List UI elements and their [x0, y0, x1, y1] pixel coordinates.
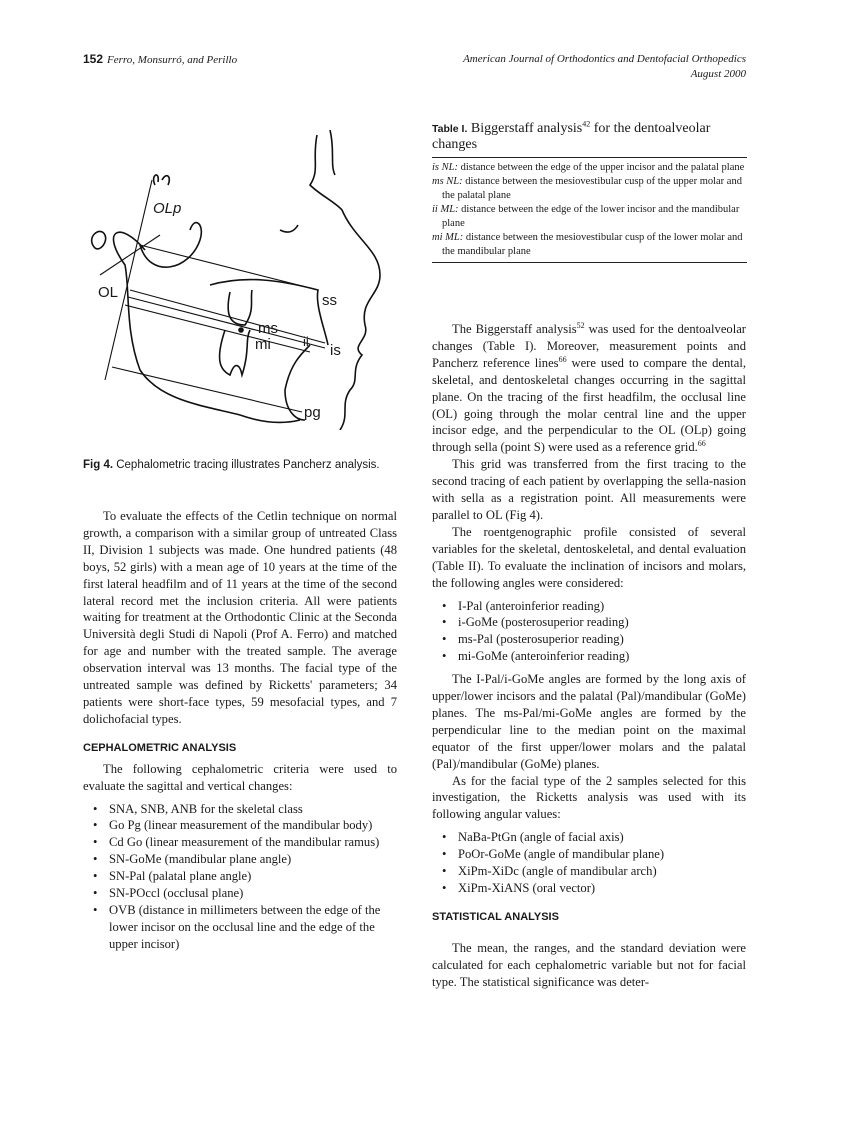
- authors: Ferro, Monsurró, and Perillo: [107, 54, 238, 66]
- paragraph: To evaluate the effects of the Cetlin technique on normal growth, a comparison with a similar group of untreated Class II, Division 1 subjects was made. One hundred patients (48 boys, 52 girls) with a mean age of 10 years at the time of the first lateral headfilm and of 11 years at the time of the second lateral record met the inclusion criteria. All were patients waiting for treatment at the Orthodontic Clinic at the Seconda Università degli Studi di Napoli (Prof A. Ferro) and matched for age and number with the treated sample. The average observation interval was 13 months. The facial type of the untreated sample was defined by Ricketts' parameters; 34 patients were short-face types, 59 mesofacial types, and 7 dolichofacial types.: [83, 509, 397, 726]
- journal-title: American Journal of Orthodontics and Dentofacial Orthopedics: [463, 53, 746, 65]
- citation: 52: [576, 320, 585, 330]
- ricketts-list: [432, 829, 746, 897]
- section-heading: CEPHALOMETRIC ANALYSIS: [83, 741, 237, 754]
- table-def: distance between the mesiovestibular cusp of the lower molar and the mandibular plane: [442, 232, 743, 257]
- text: was used for the dentoalveolar changes (Table I). Moreover, measurement points and Pancherz reference lines: [432, 322, 746, 370]
- figure-caption-label: Fig 4.: [83, 459, 114, 471]
- table-def: distance between the edge of the upper incisor and the palatal plane: [460, 162, 745, 173]
- list-item: • mi-GoMe (anteroinferior reading): [450, 648, 746, 665]
- list-item: • SN-GoMe (mandibular plane angle): [101, 851, 397, 868]
- citation: 66: [697, 439, 706, 449]
- label-pg: pg: [304, 404, 321, 421]
- label-ii: ii: [303, 334, 309, 349]
- list-item: • ms-Pal (posterosuperior reading): [450, 631, 746, 648]
- table-def: distance between the mesiovestibular cusp of the upper molar and the palatal plane: [442, 176, 742, 201]
- list-item: • SN-Pal (palatal plane angle): [101, 868, 397, 885]
- label-mi: mi: [255, 336, 271, 353]
- label-olp: OLp: [153, 200, 182, 217]
- section-heading: STATISTICAL ANALYSIS: [432, 910, 559, 923]
- table-term: is NL:: [432, 162, 458, 173]
- paragraph: The roentgenographic profile consisted of several variables for the skeletal, dentoskeletal, and dental evaluation (Table II). To evaluate the inclination of incisors and molars, the following angles were considered:: [432, 524, 746, 590]
- cephalometric-tracing-figure: [80, 130, 400, 430]
- table-row: [432, 161, 747, 175]
- list-item: • XiPm-XiDc (angle of mandibular arch): [450, 863, 746, 880]
- right-column: [432, 321, 746, 991]
- label-ol: OL: [98, 284, 119, 301]
- table-row: [432, 203, 747, 231]
- label-is: is: [330, 342, 341, 359]
- text: The Biggerstaff analysis: [452, 322, 577, 336]
- paragraph: [432, 321, 746, 456]
- table-row: [432, 175, 747, 203]
- left-column: [83, 508, 397, 959]
- table-title: [432, 121, 747, 153]
- table-term: ii ML:: [432, 204, 459, 215]
- citation: 66: [558, 354, 567, 364]
- table-title-ref: 42: [582, 119, 591, 129]
- figure-caption: [83, 459, 380, 471]
- list-item: • Go Pg (linear measurement of the mandibular body): [101, 817, 397, 834]
- criteria-list: [83, 801, 397, 953]
- text: were used to compare the dental, skeletal, and dentoskeletal changes occurring in the sagittal plane. On the tracing of the first headfilm, the occlusal line (OL) going through the molar central line and the upper incisor edge, and the perpendicular to the OL (OLp) going through sella (point S) were used as a reference grid.: [432, 355, 746, 455]
- issue-date: August 2000: [690, 68, 746, 80]
- table-term: mi ML:: [432, 232, 464, 243]
- list-item: • OVB (distance in millimeters between the edge of the lower incisor on the occlusal line and the edge of the upper incisor): [101, 902, 397, 953]
- list-item: • NaBa-PtGn (angle of facial axis): [450, 829, 746, 846]
- table-row: [432, 231, 747, 259]
- table-term: ms NL:: [432, 176, 463, 187]
- table-label: Table I.: [432, 123, 468, 135]
- list-item: • Cd Go (linear measurement of the mandibular ramus): [101, 834, 397, 851]
- list-item: • XiPm-XiANS (oral vector): [450, 880, 746, 897]
- paragraph: As for the facial type of the 2 samples selected for this investigation, the Ricketts analysis was used with its following angular values:: [432, 773, 746, 822]
- label-ss: ss: [322, 292, 337, 309]
- list-item: • SN-POccl (occlusal plane): [101, 885, 397, 902]
- page-number: 152: [83, 52, 104, 66]
- running-header-left: [83, 52, 237, 66]
- paragraph: The I-Pal/i-GoMe angles are formed by the long axis of upper/lower incisors and the palatal (Pal)/mandibular (GoMe) planes. The ms-Pal/mi-GoMe angles are formed by the perpendicular line to the median point on the maximal equator of the first upper/lower molars and the palatal (Pal)/mandibular (GoMe) planes.: [432, 672, 746, 771]
- table-title-text-2: for the dentoalveolar changes: [432, 121, 711, 152]
- paragraph: The following cephalometric criteria were used to evaluate the sagittal and vertical changes:: [83, 761, 397, 793]
- list-item: • PoOr-GoMe (angle of mandibular plane): [450, 846, 746, 863]
- paragraph: This grid was transferred from the first tracing to the second tracing of each patient by overlapping the sella-nasion with sella as a registration point. All measurements were parallel to OL (Fig 4).: [432, 457, 746, 522]
- table-top-rule: [432, 157, 747, 158]
- table-i: [432, 121, 747, 263]
- table-bottom-rule: [432, 262, 747, 263]
- running-header-right: [463, 52, 746, 82]
- angles-list: [432, 598, 746, 666]
- figure-caption-text: Cephalometric tracing illustrates Pancherz analysis.: [116, 459, 380, 471]
- list-item: • i-GoMe (posterosuperior reading): [450, 614, 746, 631]
- paragraph: The mean, the ranges, and the standard deviation were calculated for each cephalometric variable but not for facial type. The statistical significance was deter-: [432, 940, 746, 989]
- list-item: • I-Pal (anteroinferior reading): [450, 598, 746, 615]
- list-item: • SNA, SNB, ANB for the skeletal class: [101, 801, 397, 818]
- table-title-text: Biggerstaff analysis: [470, 121, 583, 136]
- table-def: distance between the edge of the lower incisor and the mandibular plane: [442, 204, 740, 229]
- label-ms: ms: [258, 320, 278, 337]
